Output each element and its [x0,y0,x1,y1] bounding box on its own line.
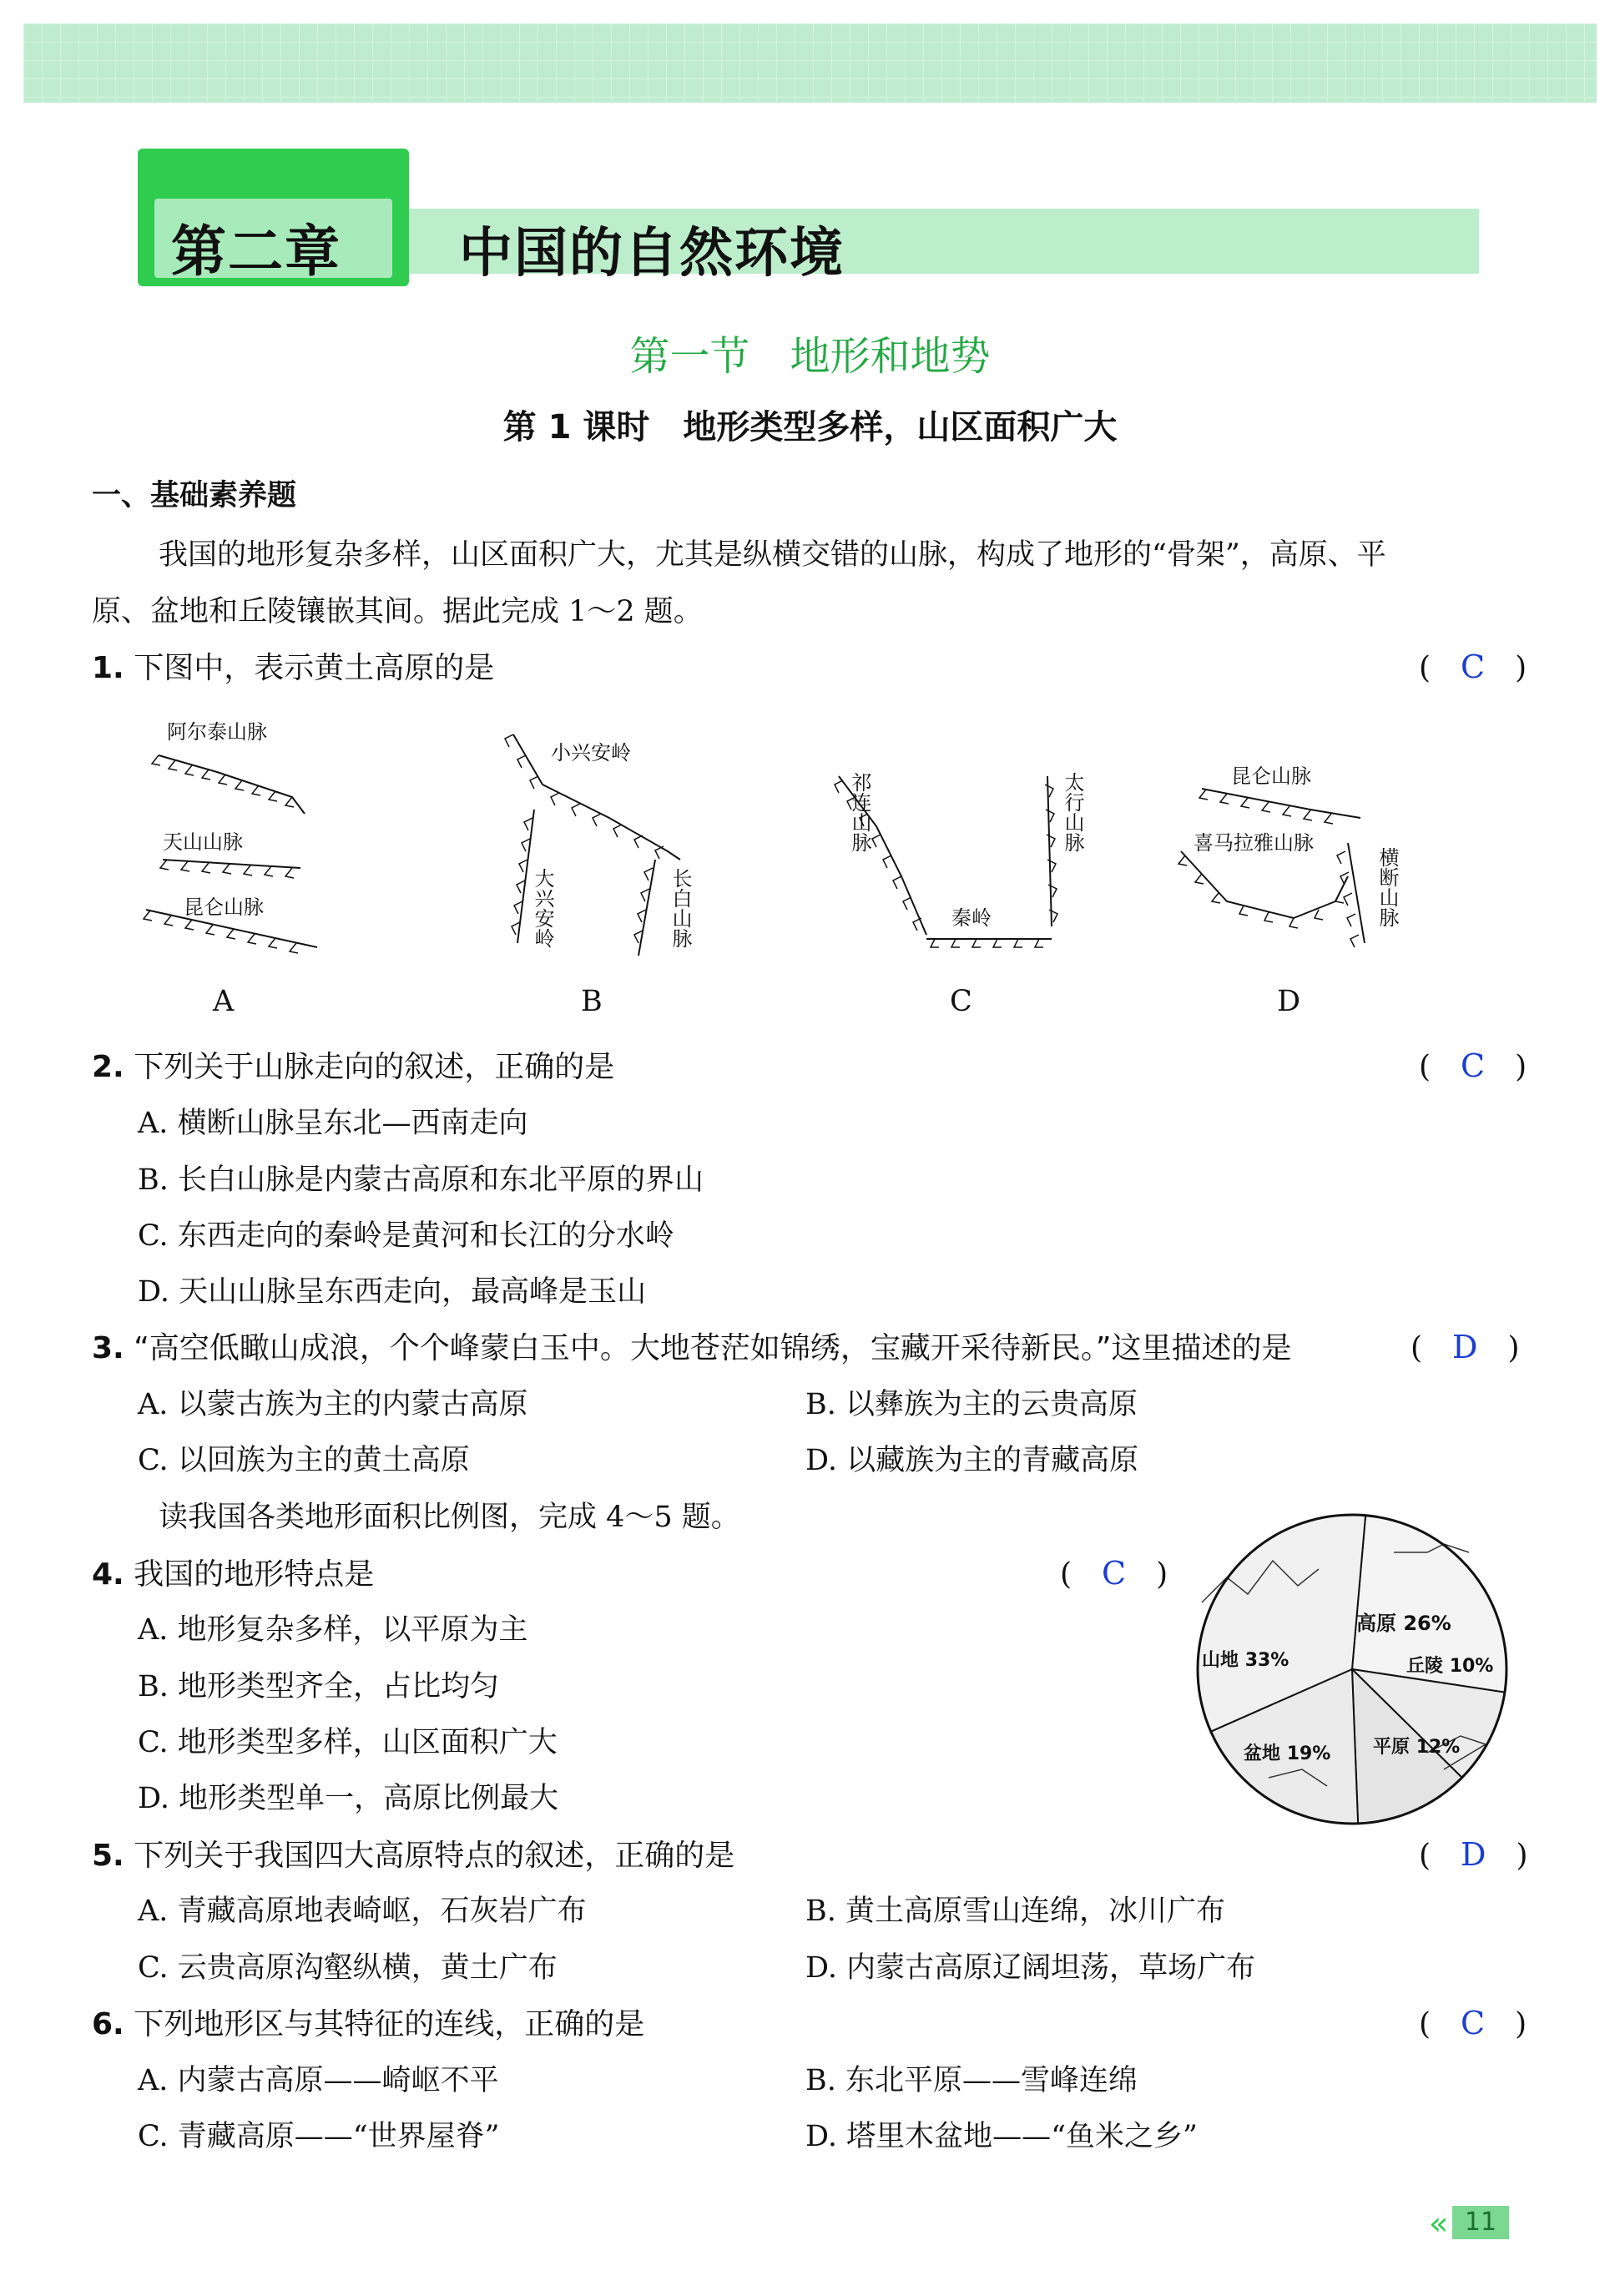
option: C. 东西走向的秦岭是黄河和长江的分水岭 [138,1219,674,1253]
option: A. 青藏高原地表崎岖，石灰岩广布 [138,1895,587,1928]
mountain-ticks [160,860,294,878]
mountain-line-changbai [638,860,655,956]
mountain-ticks [152,755,294,807]
mountain-ticks [1199,790,1333,824]
range-label: 秦岭 [951,906,992,930]
mountain-line-hengduan [1348,843,1365,943]
map-a-label: A [213,985,235,1018]
question-number: 6. [92,2007,124,2041]
range-label: 昆仑山脉 [1231,764,1311,788]
question-stem: 下图中，表示黄土高原的是 [134,651,495,685]
option: D. 内蒙古高原辽阔坦荡，草场广布 [805,1951,1256,1985]
intro-text: 读我国各类地形面积比例图，完成 4～5 题。 [159,1501,740,1534]
answer-2: ( C ) [1419,1047,1527,1084]
section-title: 第一节 地形和地势 [629,333,991,380]
option: C. 以回族为主的黄土高原 [138,1444,470,1477]
option: D. 地形类型单一，高原比例最大 [138,1782,559,1815]
question-1 [92,644,494,687]
question-number: 2. [92,1050,124,1084]
pie-label-plateau: 高原 26% [1356,1612,1451,1635]
option: D. 塔里木盆地——“鱼米之乡” [805,2120,1198,2153]
question-number: 3. [92,1331,124,1365]
map-a [125,705,334,956]
question-stem: 下列关于山脉走向的叙述，正确的是 [134,1050,615,1084]
mountain-ticks [931,939,1043,947]
part-heading: 一、基础素养题 [92,479,297,512]
map-d-label: D [1277,985,1301,1018]
map-c-label: C [950,985,972,1018]
range-label: 太行山脉 [1061,772,1084,852]
page-number: 11 [1452,2206,1509,2239]
option: C. 地形类型多样，山区面积广大 [138,1726,558,1759]
map-b-label: B [581,985,603,1018]
option: A. 地形复杂多样，以平原为主 [138,1613,528,1647]
mountain-line-himalaya [1181,851,1348,918]
map-b [467,718,718,968]
chapter-label: 第二章 [171,220,341,284]
question-number: 1. [92,651,124,685]
question-stem: 下列地形区与其特征的连线，正确的是 [134,2007,645,2041]
answer-3: ( D ) [1411,1329,1520,1365]
mountain-ticks [1337,851,1359,947]
answer-6: ( C ) [1419,2005,1527,2041]
intro-text: 原、盆地和丘陵镶嵌其间。据此完成 1～2 题。 [92,595,703,628]
option: B. 黄土高原雪山连绵，冰川广布 [805,1895,1225,1928]
option: A. 横断山脉呈东北—西南走向 [138,1107,528,1140]
mountain-ticks [1178,855,1344,928]
question-stem: “高空低瞰山成浪，个个峰蒙白玉中。大地苍茫如锦绣，宝藏开采待新民。”这里描述的是 [134,1331,1292,1365]
mountain-line-altai [159,755,305,814]
range-label: 长白山脉 [669,868,692,948]
range-label: 喜马拉雅山脉 [1194,831,1314,855]
option: B. 地形类型齐全，占比均匀 [138,1670,499,1703]
mountain-ticks [512,818,532,935]
page-arrow-icon: « [1429,2205,1449,2242]
option: D. 以藏族为主的青藏高原 [805,1444,1139,1477]
map-c [826,759,1093,960]
pie-label-basin: 盆地 19% [1244,1743,1331,1764]
terrain-pie-figure [1177,1502,1527,1836]
question-5 [92,1832,734,1875]
option: A. 以蒙古族为主的内蒙古高原 [138,1388,528,1421]
question-2 [92,1043,614,1086]
range-label: 小兴安岭 [551,741,631,764]
range-label: 横断山脉 [1375,847,1399,927]
question-4 [92,1551,374,1593]
pie-label-mountain: 山地 33% [1202,1650,1289,1671]
option: C. 青藏高原——“世界屋脊” [138,2120,500,2153]
mountain-line-taihang [1047,776,1052,926]
option: C. 云贵高原沟壑纵横，黄土广布 [138,1951,558,1985]
question-3 [92,1325,1292,1367]
option: D. 天山山脉呈东西走向，最高峰是玉山 [138,1275,647,1309]
range-label: 天山山脉 [163,830,243,854]
option: B. 以彝族为主的云贵高原 [805,1388,1138,1421]
answer-value: C [1102,1555,1127,1592]
answer-value: C [1461,1047,1486,1084]
question-6 [92,2001,644,2043]
mountain-ticks [634,868,653,943]
question-number: 4. [92,1557,124,1592]
option: B. 长白山脉是内蒙古高原和东北平原的界山 [138,1163,704,1197]
range-label: 昆仑山脉 [184,896,264,919]
range-label: 大兴安岭 [531,868,554,948]
answer-value: D [1461,1836,1486,1873]
header-band [23,23,1597,103]
chapter-title: 中国的自然环境 [459,223,845,285]
lesson-title: 第 1 课时 地形类型多样，山区面积广大 [502,408,1118,447]
range-label: 祁连山脉 [848,772,871,852]
answer-value: C [1461,648,1486,685]
answer-value: D [1452,1329,1478,1365]
option: B. 东北平原——雪峰连绵 [805,2064,1138,2097]
option: A. 内蒙古高原——崎岖不平 [138,2064,499,2097]
question-stem: 下列关于我国四大高原特点的叙述，正确的是 [134,1839,735,1873]
answer-4: ( C ) [1060,1555,1168,1592]
pie-label-plain: 平原 12% [1373,1737,1461,1758]
range-label: 阿尔泰山脉 [167,720,267,744]
question-number: 5. [92,1839,124,1873]
map-d [1168,751,1419,968]
pie-label-hills: 丘陵 10% [1406,1656,1494,1677]
answer-5: ( D ) [1419,1836,1528,1873]
intro-text: 我国的地形复杂多样，山区面积广大，尤其是纵横交错的山脉，构成了地形的“骨架”，高原、平 [159,538,1386,572]
question-stem: 我国的地形特点是 [134,1557,375,1592]
answer-1: ( C ) [1419,648,1527,685]
answer-value: C [1461,2005,1486,2041]
